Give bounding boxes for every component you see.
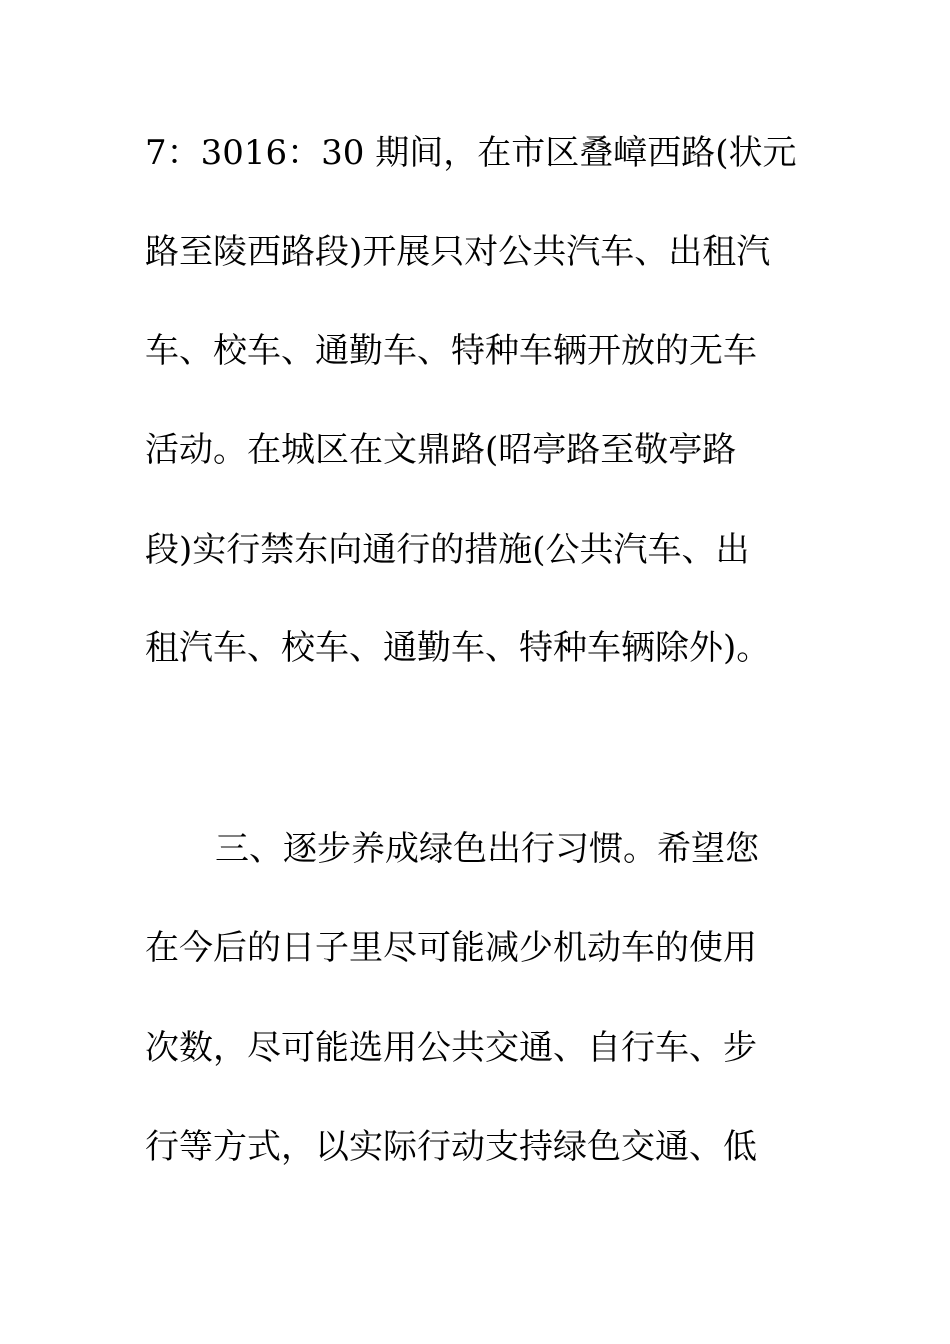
paragraph-1-line-2: 路至陵西路段)开展只对公共汽车、出租汽 [145, 232, 771, 272]
paragraph-1-line-1: 7：3016：30 期间，在市区叠嶂西路(状元 [145, 133, 797, 173]
paragraph-2-line-3: 次数，尽可能选用公共交通、自行车、步 [145, 1028, 757, 1068]
paragraph-1-line-5: 段)实行禁东向通行的措施(公共汽车、出 [145, 530, 750, 570]
paragraph-1-line-6: 租汽车、校车、通勤车、特种车辆除外)。 [145, 628, 771, 668]
paragraph-1-line-4: 活动。在城区在文鼎路(昭亭路至敬亭路 [145, 430, 737, 470]
paragraph-2-line-1: 三、逐步养成绿色出行习惯。希望您 [215, 829, 759, 869]
paragraph-2-line-2: 在今后的日子里尽可能减少机动车的使用 [145, 928, 757, 968]
paragraph-2-line-4: 行等方式，以实际行动支持绿色交通、低 [145, 1127, 757, 1167]
paragraph-1-line-3: 车、校车、通勤车、特种车辆开放的无车 [145, 331, 757, 371]
